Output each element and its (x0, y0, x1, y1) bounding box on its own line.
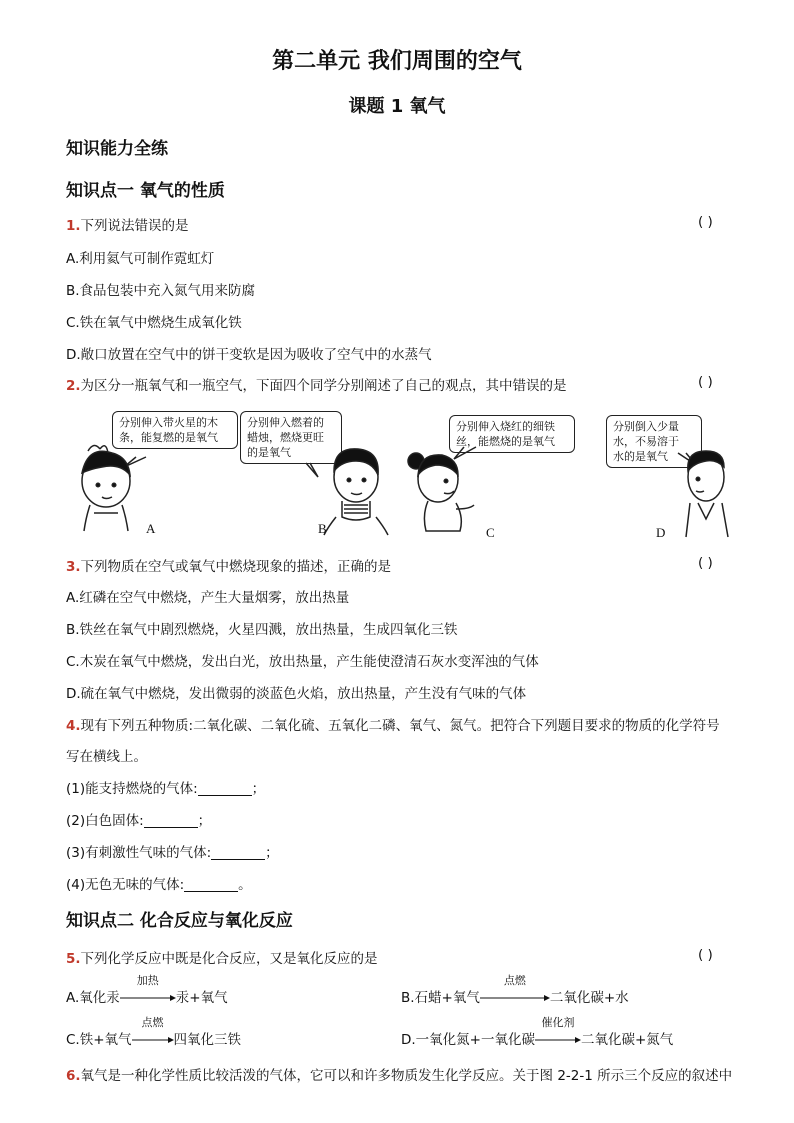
section-kp1: 知识点一 氧气的性质 (66, 181, 225, 201)
bubble-d-line2: 水，不易溶于 (613, 435, 679, 448)
q4-item-3 (66, 841, 279, 861)
q3-option-b: B.铁丝在氧气中剧烈燃烧，火星四溅，放出热量，生成四氧化三铁 (66, 622, 458, 638)
unit-title: 第二单元 我们周围的空气 (272, 49, 522, 74)
figure-label-d: D (656, 525, 666, 540)
q5-answer-paren: ( ) (698, 947, 713, 963)
q4-number: 4. (66, 718, 81, 734)
bubble-c-line1: 分别伸入烧红的细铁 (456, 420, 555, 433)
q5-a-condition: 加热 (136, 974, 159, 987)
bubble-b-line2: 蜡烛，燃烧更旺 (247, 431, 324, 444)
section-kp2: 知识点二 化合反应与氧化反应 (66, 911, 293, 931)
q1-answer-paren: ( ) (698, 214, 713, 230)
bubble-a-line2: 条，能复燃的是氧气 (119, 431, 218, 444)
q5-a-product: 汞+氧气 (175, 990, 228, 1006)
q5-c-product: 四氧化三铁 (173, 1032, 242, 1048)
q4-item-2 (66, 809, 211, 829)
figure-label-b: B (318, 521, 327, 536)
q4-item-2-blank[interactable] (144, 813, 198, 828)
q5-option-b (401, 974, 629, 1006)
q5-d-product: 二氧化碳+氮气 (581, 1032, 674, 1048)
q4-item-4-end: 。 (238, 877, 252, 893)
section-practice: 知识能力全练 (66, 139, 168, 159)
q2-stem (66, 374, 567, 394)
q5-d-reactant: D.一氧化氮+一氧化碳 (401, 1032, 535, 1048)
q4-item-3-blank[interactable] (211, 845, 265, 860)
q3-stem (66, 555, 391, 575)
reaction-arrow-icon (132, 1016, 174, 1048)
bubble-b-line3: 的是氧气 (247, 446, 291, 459)
reaction-arrow-icon (480, 974, 550, 1006)
bubble-c-tail (454, 447, 476, 459)
q3-option-a: A.红磷在空气中燃烧，产生大量烟雾，放出热量 (66, 590, 350, 606)
lesson-title: 课题 1 氧气 (348, 96, 446, 117)
student-d-illustration (686, 451, 728, 537)
q4-item-4-blank[interactable] (184, 877, 238, 892)
bubble-b-line1: 分别伸入燃着的 (247, 416, 324, 429)
bubble-d-line1: 分别倒入少量 (613, 420, 679, 433)
student-a-illustration (82, 445, 130, 531)
reaction-arrow-icon (535, 1016, 581, 1048)
q1-option-a: A.利用氦气可制作霓虹灯 (66, 251, 215, 267)
q6-stem (66, 1064, 732, 1084)
q5-option-d (401, 1016, 674, 1048)
q6-text: 氧气是一种化学性质比较活泼的气体，它可以和许多物质发生化学反应。关于图 2-2-1 所示三个反应的叙述中 (80, 1068, 733, 1084)
q3-text: 下列物质在空气或氧气中燃烧现象的描述，正确的是 (80, 559, 392, 575)
q4-item-2-end: ； (197, 813, 212, 829)
q5-c-reactant: C.铁+氧气 (66, 1032, 132, 1048)
q1-option-c: C.铁在氧气中燃烧生成氧化铁 (66, 315, 242, 331)
q4-item-4 (66, 873, 252, 893)
q4-item-3-text: (3)有刺激性气味的气体: (66, 845, 212, 861)
student-b-illustration (324, 449, 388, 535)
q5-d-condition: 催化剂 (541, 1016, 575, 1029)
q1-text: 下列说法错误的是 (80, 218, 189, 234)
q5-option-c (66, 1016, 242, 1048)
q2-figure (66, 405, 740, 545)
q2-text: 为区分一瓶氧气和一瓶空气，下面四个同学分别阐述了自己的观点，其中错误的是 (80, 378, 567, 394)
q3-answer-paren: ( ) (698, 555, 713, 571)
q3-option-c: C.木炭在氧气中燃烧，发出白光，放出热量，产生能使澄清石灰水变浑浊的气体 (66, 654, 539, 670)
q4-stem (66, 714, 720, 734)
q4-item-2-text: (2)白色固体: (66, 813, 144, 829)
q5-option-a (66, 974, 228, 1006)
q5-b-condition: 点燃 (503, 974, 526, 987)
student-c-illustration (408, 453, 474, 531)
q3-option-d: D.硫在氧气中燃烧，发出微弱的淡蓝色火焰，放出热量，产生没有气味的气体 (66, 686, 527, 702)
q4-item-1-text: (1)能支持燃烧的气体: (66, 781, 198, 797)
bubble-d-line3: 水的是氧气 (613, 450, 668, 463)
figure-label-a: A (146, 521, 156, 536)
bubble-a-line1: 分别伸入带火星的木 (119, 416, 218, 429)
q5-c-condition: 点燃 (141, 1016, 164, 1029)
q5-b-reactant: B.石蜡+氧气 (401, 990, 480, 1006)
q1-option-b: B.食品包装中充入氮气用来防腐 (66, 283, 256, 299)
q1-stem (66, 214, 189, 234)
student-illustrations (66, 405, 740, 545)
q4-text-line2: 写在横线上。 (66, 749, 147, 765)
q3-number: 3. (66, 559, 81, 575)
bubble-c-line2: 丝，能燃烧的是氧气 (456, 435, 555, 448)
reaction-arrow-icon (120, 974, 176, 1006)
q6-number: 6. (66, 1068, 81, 1084)
figure-label-c: C (486, 525, 495, 540)
bubble-b-tail (306, 463, 318, 477)
q1-number: 1. (66, 218, 81, 234)
q2-answer-paren: ( ) (698, 374, 713, 390)
q4-item-1-end: ； (251, 781, 266, 797)
q4-item-3-end: ； (265, 845, 279, 861)
q5-b-product: 二氧化碳+水 (549, 990, 629, 1006)
q4-text-line1: 现有下列五种物质:二氧化碳、二氧化硫、五氧化二磷、氧气、氮气。把符合下列题目要求的物质的化学符号 (80, 718, 720, 734)
q5-text: 下列化学反应中既是化合反应，又是氧化反应的是 (80, 951, 378, 967)
q4-item-1-blank[interactable] (198, 781, 252, 796)
q2-number: 2. (66, 378, 81, 394)
q4-item-4-text: (4)无色无味的气体: (66, 877, 185, 893)
q5-stem (66, 947, 378, 967)
q5-number: 5. (66, 951, 81, 967)
q4-item-1 (66, 777, 265, 797)
q1-option-d: D.敞口放置在空气中的饼干变软是因为吸收了空气中的水蒸气 (66, 347, 432, 363)
q5-a-reactant: A.氧化汞 (66, 990, 120, 1006)
